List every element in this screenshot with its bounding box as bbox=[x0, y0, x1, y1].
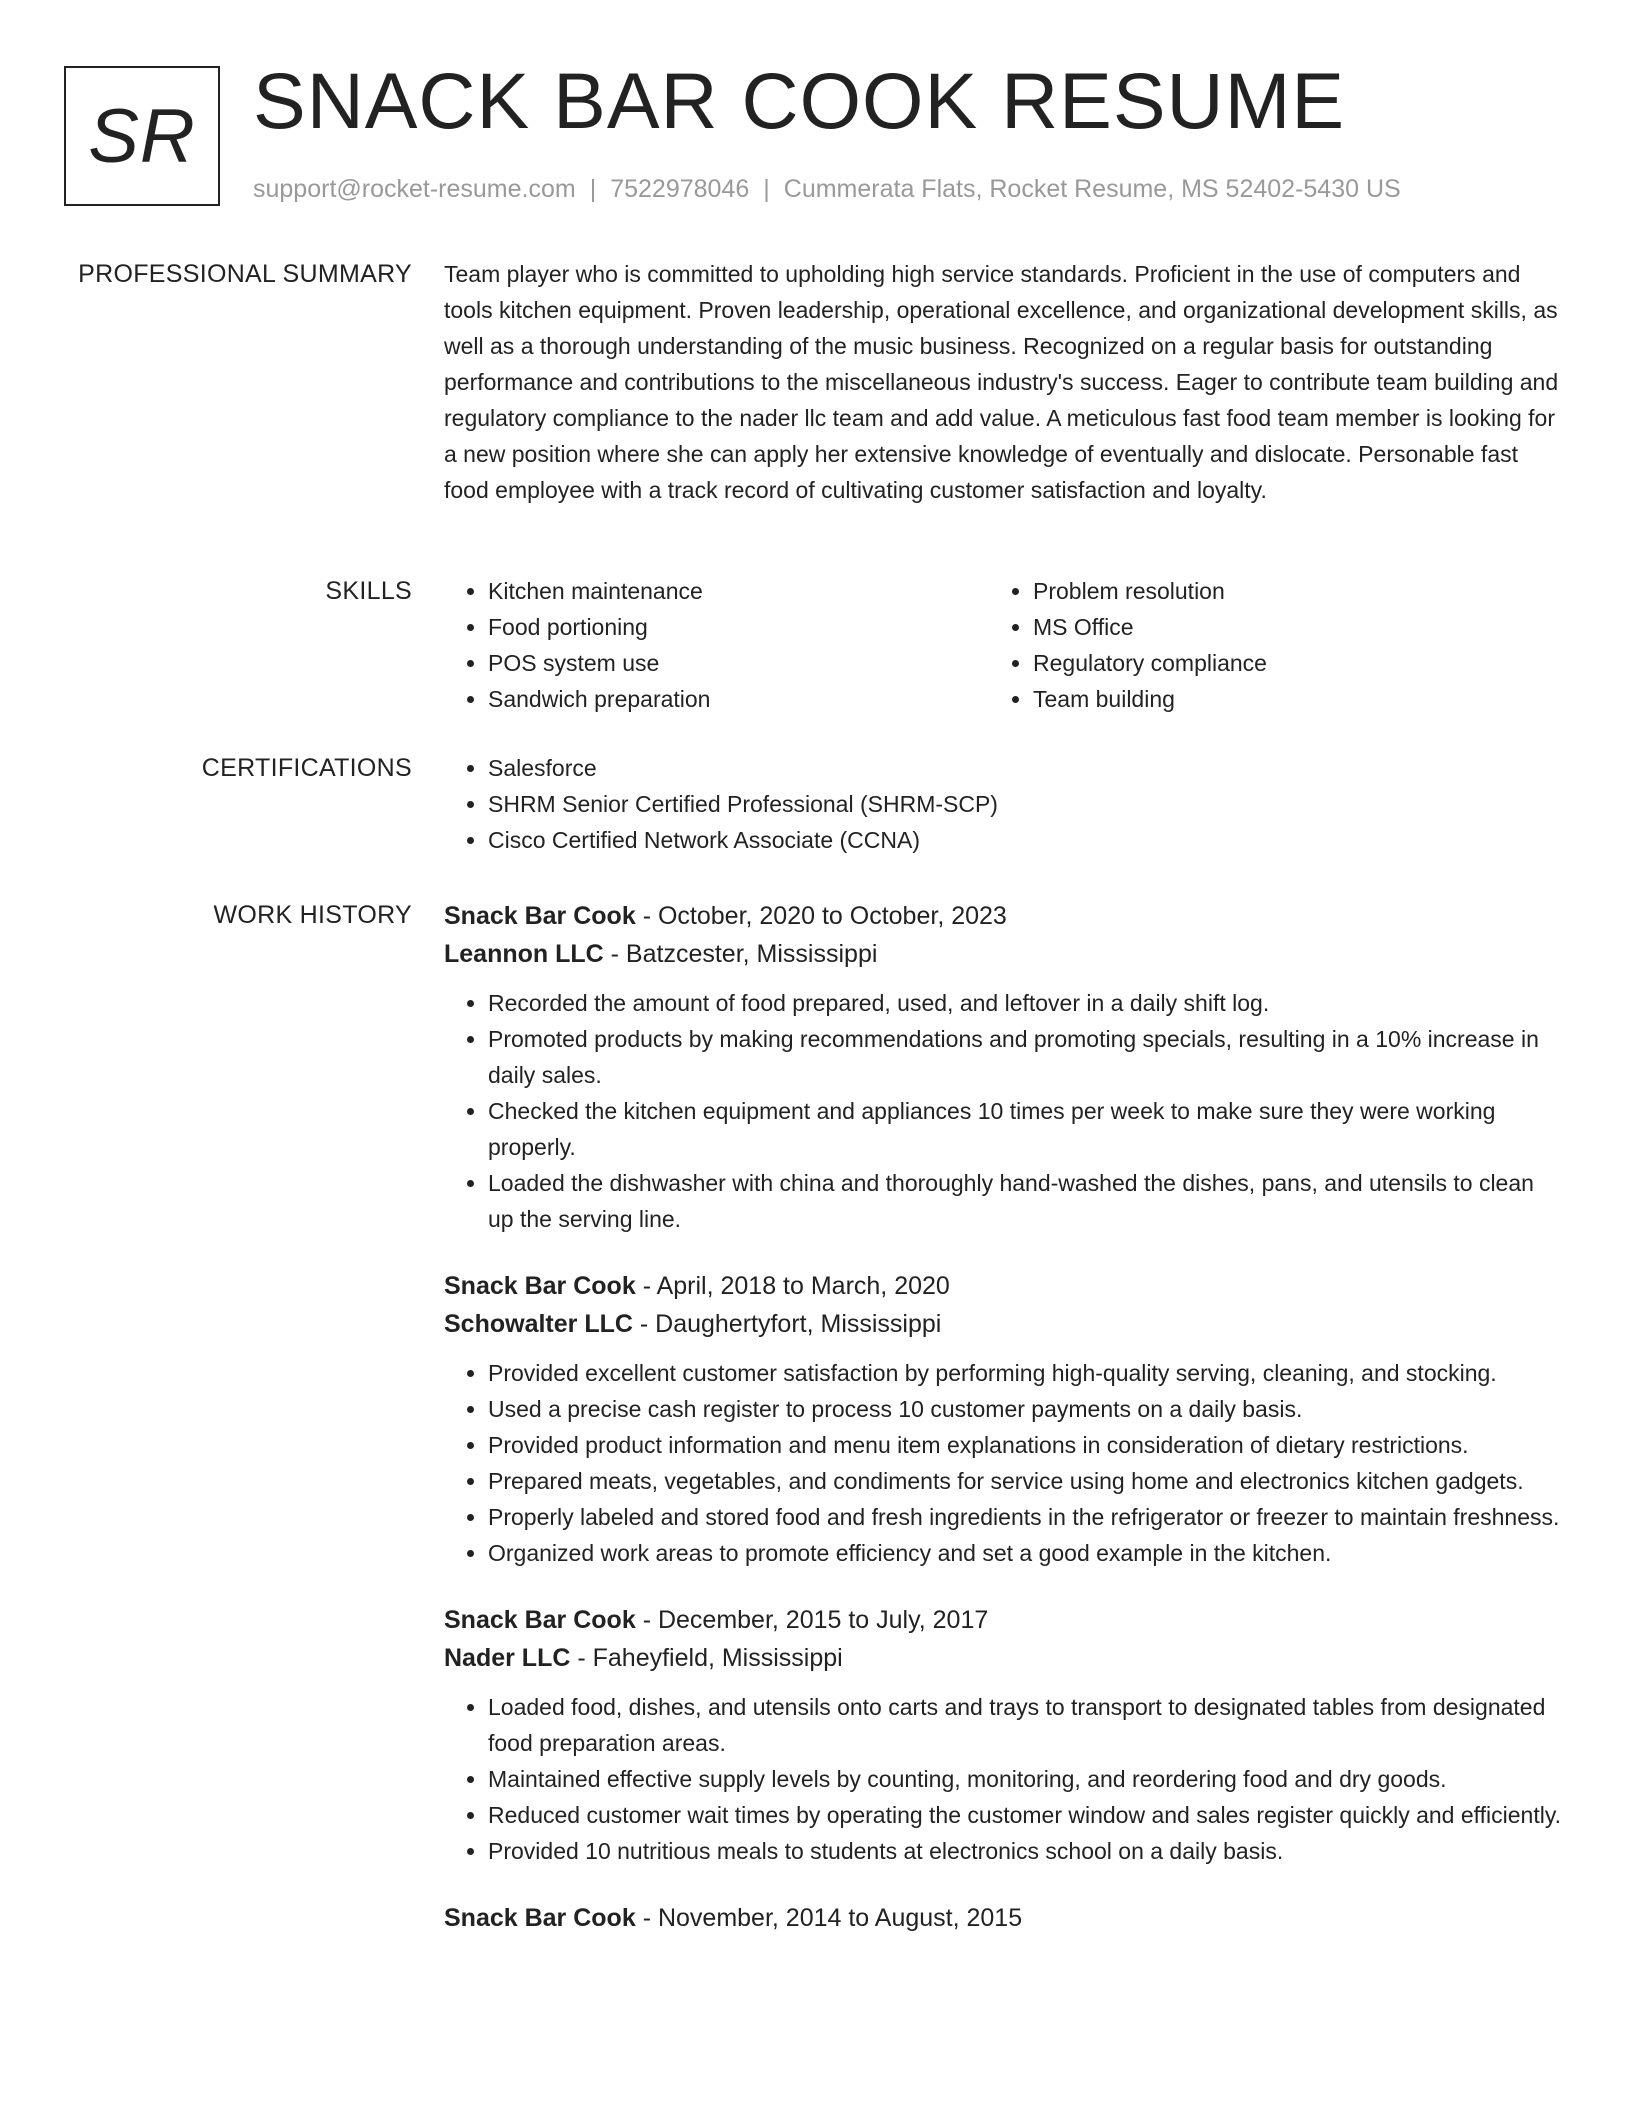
job-bullet: • Loaded food, dishes, and utensils onto carts and trays to transport to designated tables from designated food preparation areas. bbox=[488, 1689, 1564, 1761]
contact-separator: | bbox=[763, 175, 770, 203]
job-bullets bbox=[444, 985, 1564, 1237]
skill-item: • POS system use bbox=[488, 645, 989, 681]
skill-item: • Regulatory compliance bbox=[1033, 645, 1534, 681]
skills-list-right bbox=[989, 573, 1534, 717]
job-bullets bbox=[444, 1689, 1564, 1869]
job-bullet: • Properly labeled and stored food and fresh ingredients in the refrigerator or freezer to maintain freshness. bbox=[488, 1499, 1564, 1535]
job-location: - Faheyfield, Mississippi bbox=[570, 1644, 843, 1672]
job-bullet: • Used a precise cash register to process 10 customer payments on a daily basis. bbox=[488, 1391, 1564, 1427]
certifications-list bbox=[444, 750, 1564, 858]
certification-item: • Cisco Certified Network Associate (CCNA) bbox=[488, 822, 1564, 858]
job-dates: - December, 2015 to July, 2017 bbox=[635, 1606, 989, 1634]
summary-text: Team player who is committed to upholding high service standards. Proficient in the use of computers and tools kitchen equipment. Proven leadership, operational excellence, and organizational development skills, as well as a thorough understanding of the music business. Recognized on a regular basis for outstanding performance and contributions to the miscellaneous industry's success. Eager to contribute team building and regulatory compliance to the nader llc team and add value. A meticulous fast food team member is looking for a new position where she can apply her extensive knowledge of eventually and dislocate. Personable fast food employee with a track record of cultivating customer satisfaction and loyalty. bbox=[444, 261, 1559, 503]
job-bullet: • Provided excellent customer satisfaction by performing high-quality serving, cleaning, and stocking. bbox=[488, 1355, 1564, 1391]
certification-item: • Salesforce bbox=[488, 750, 1564, 786]
skill-item: • Food portioning bbox=[488, 609, 989, 645]
summary-heading: PROFESSIONAL SUMMARY bbox=[78, 260, 412, 288]
job-location: - Daughertyfort, Mississippi bbox=[632, 1310, 942, 1338]
job-company: Nader LLC bbox=[444, 1644, 571, 1672]
job-dates: - October, 2020 to October, 2023 bbox=[635, 902, 1007, 930]
job-dates: - April, 2018 to March, 2020 bbox=[635, 1272, 950, 1300]
skills-heading: SKILLS bbox=[325, 577, 412, 605]
work-history-body bbox=[444, 897, 1564, 1967]
skill-item: • Problem resolution bbox=[1033, 573, 1534, 609]
skill-item: • Team building bbox=[1033, 681, 1534, 717]
job-company-line bbox=[444, 935, 1564, 973]
monogram-logo bbox=[64, 66, 220, 206]
job-company-line bbox=[444, 1305, 1564, 1343]
skill-item: • Sandwich preparation bbox=[488, 681, 989, 717]
contact-address: Cummerata Flats, Rocket Resume, MS 52402-5430 US bbox=[783, 175, 1401, 203]
certifications-body bbox=[444, 750, 1564, 858]
job-entry bbox=[444, 1267, 1564, 1571]
job-bullet: • Reduced customer wait times by operating the customer window and sales register quickly and efficiently. bbox=[488, 1797, 1564, 1833]
job-bullet: • Organized work areas to promote efficiency and set a good example in the kitchen. bbox=[488, 1535, 1564, 1571]
contact-phone[interactable]: 7522978046 bbox=[610, 175, 750, 203]
contact-separator: | bbox=[589, 175, 597, 203]
job-bullet: • Checked the kitchen equipment and appliances 10 times per week to make sure they were working properly. bbox=[488, 1093, 1564, 1165]
job-title: Snack Bar Cook bbox=[444, 1272, 636, 1300]
job-bullet: • Recorded the amount of food prepared, used, and leftover in a daily shift log. bbox=[488, 985, 1564, 1021]
job-title-line bbox=[444, 1267, 1564, 1305]
job-bullet: • Maintained effective supply levels by counting, monitoring, and reordering food and dry goods. bbox=[488, 1761, 1564, 1797]
job-dates: - November, 2014 to August, 2015 bbox=[635, 1904, 1023, 1932]
job-bullet: • Prepared meats, vegetables, and condiments for service using home and electronics kitchen gadgets. bbox=[488, 1463, 1564, 1499]
job-bullet: • Promoted products by making recommendations and promoting specials, resulting in a 10% increase in daily sales. bbox=[488, 1021, 1564, 1093]
work-history-heading: WORK HISTORY bbox=[213, 901, 412, 929]
certification-item: • SHRM Senior Certified Professional (SHRM-SCP) bbox=[488, 786, 1564, 822]
summary-body bbox=[444, 256, 1564, 508]
job-bullet: • Loaded the dishwasher with china and thoroughly hand-washed the dishes, pans, and utensils to clean up the serving line. bbox=[488, 1165, 1564, 1237]
job-company: Schowalter LLC bbox=[444, 1310, 633, 1338]
skill-item: • Kitchen maintenance bbox=[488, 573, 989, 609]
job-title-line bbox=[444, 1899, 1564, 1937]
job-title-line bbox=[444, 897, 1564, 935]
monogram-initials: SR bbox=[88, 93, 196, 179]
job-bullets bbox=[444, 1355, 1564, 1571]
job-entry bbox=[444, 897, 1564, 1237]
contact-email[interactable]: support@rocket-resume.com bbox=[253, 175, 576, 203]
job-location: - Batzcester, Mississippi bbox=[603, 940, 878, 968]
job-entry bbox=[444, 1601, 1564, 1869]
job-title: Snack Bar Cook bbox=[444, 1606, 636, 1634]
skills-body bbox=[444, 573, 1564, 717]
job-title: Snack Bar Cook bbox=[444, 1904, 636, 1932]
skill-item: • MS Office bbox=[1033, 609, 1534, 645]
resume-title: SNACK BAR COOK RESUME bbox=[253, 56, 1346, 145]
certifications-heading: CERTIFICATIONS bbox=[201, 754, 412, 782]
job-company: Leannon LLC bbox=[444, 940, 604, 968]
skills-list-left bbox=[444, 573, 989, 717]
job-bullet: • Provided product information and menu item explanations in consideration of dietary restrictions. bbox=[488, 1427, 1564, 1463]
job-company-line bbox=[444, 1639, 1564, 1677]
job-entry bbox=[444, 1899, 1564, 1937]
job-title: Snack Bar Cook bbox=[444, 902, 636, 930]
job-title-line bbox=[444, 1601, 1564, 1639]
contact-line bbox=[253, 172, 1401, 206]
job-bullet: • Provided 10 nutritious meals to students at electronics school on a daily basis. bbox=[488, 1833, 1564, 1869]
